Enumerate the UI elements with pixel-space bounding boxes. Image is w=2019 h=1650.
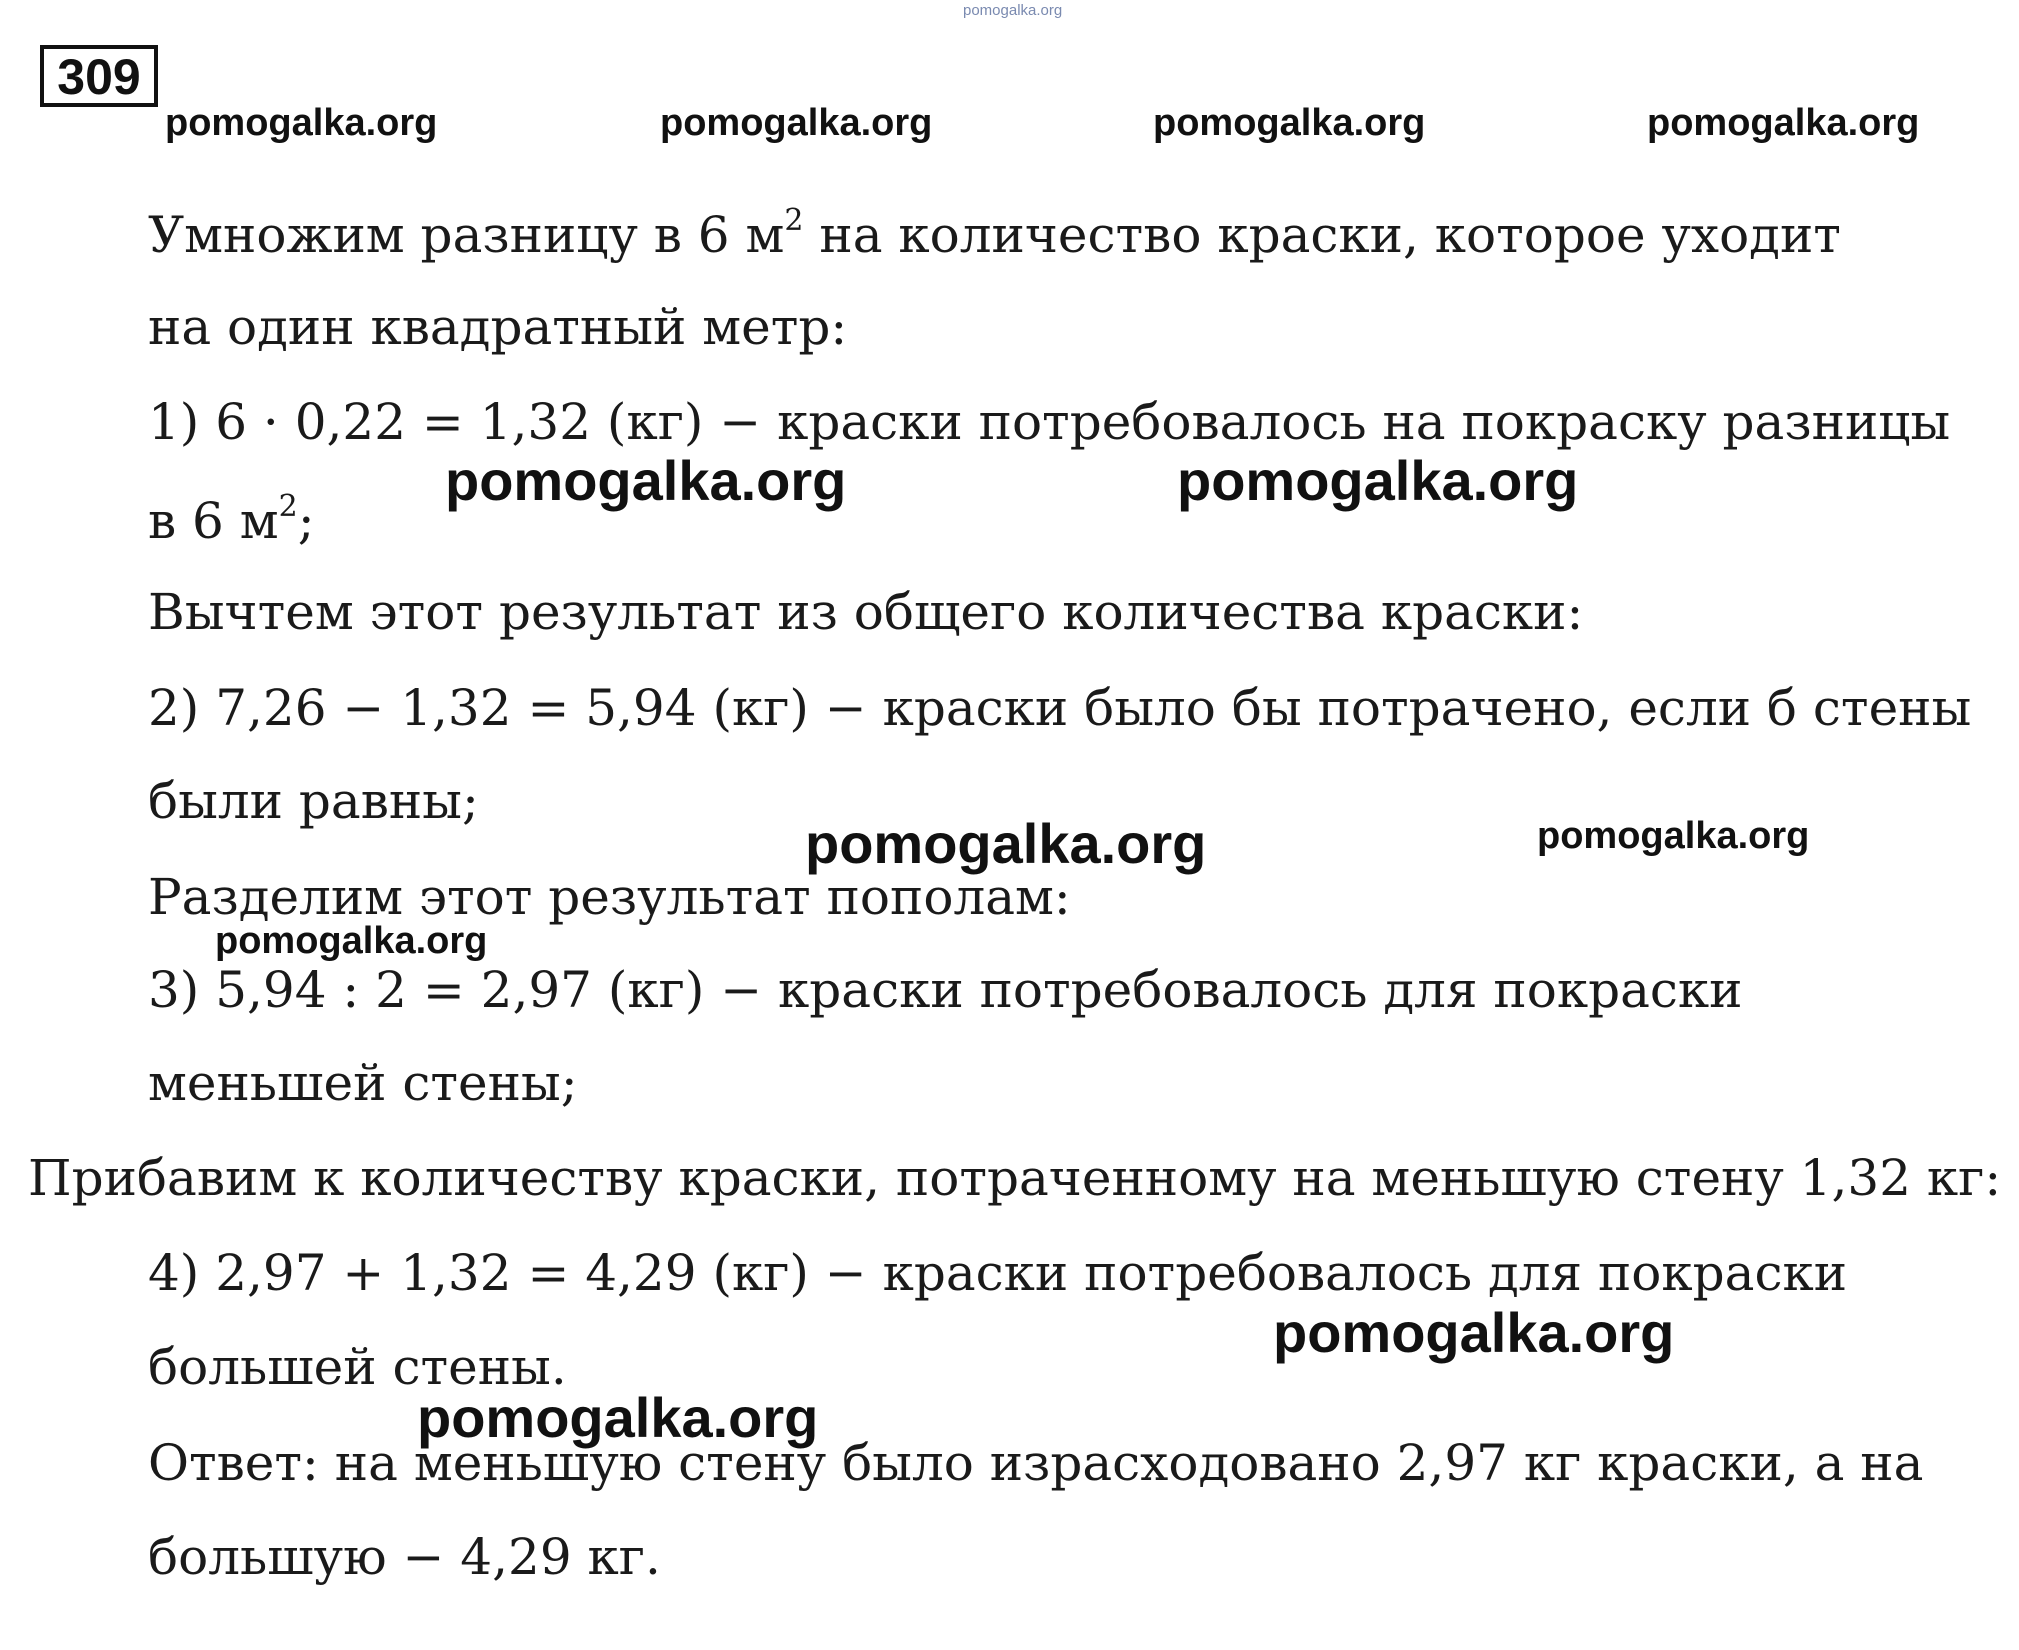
text-line: на один квадратный метр: — [148, 298, 848, 356]
overlay-watermark: pomogalka.org — [445, 449, 847, 512]
overlay-watermark: pomogalka.org — [1537, 815, 1810, 857]
header-watermark: pomogalka.org — [660, 102, 933, 144]
text-line: 2) 7,26 − 1,32 = 5,94 (кг) − краски было бы потрачено, если б стены — [148, 679, 1972, 737]
overlay-watermark: pomogalka.org — [215, 920, 488, 962]
text-line: большей стены. — [148, 1338, 567, 1396]
text-line: Ответ: на меньшую стену было израсходовано 2,97 кг краски, а на — [148, 1434, 1924, 1492]
overlay-watermark: pomogalka.org — [1273, 1301, 1675, 1364]
text-line: в 6 $м^2$; — [148, 489, 315, 550]
text-line: 3) 5,94 : 2 = 2,97 (кг) − краски потребовалось для покраски — [148, 961, 1743, 1019]
text-line: большую − 4,29 кг. — [148, 1528, 661, 1586]
overlay-watermark: pomogalka.org — [417, 1386, 819, 1449]
header-watermark: pomogalka.org — [1647, 102, 1920, 144]
text-line: 1) 6 · 0,22 = 1,32 (кг) − краски потребовалось на покраску разницы — [148, 393, 1951, 451]
header-watermark: pomogalka.org — [165, 102, 438, 144]
problem-number: 309 — [40, 45, 158, 107]
text-line: Вычтем этот результат из общего количества краски: — [148, 583, 1584, 641]
overlay-watermark: pomogalka.org — [805, 812, 1207, 875]
text-line: были равны; — [148, 772, 479, 830]
text-line: 4) 2,97 + 1,32 = 4,29 (кг) − краски потребовалось для покраски — [148, 1244, 1848, 1302]
text-line: Умножим разницу в 6 $м^2$ на количество краски, которое уходит — [148, 203, 1841, 264]
text-line: Разделим этот результат пополам: — [148, 868, 1071, 926]
top-watermark: pomogalka.org — [963, 2, 1063, 19]
overlay-watermark: pomogalka.org — [1177, 449, 1579, 512]
text-line: Прибавим к количеству краски, потраченному на меньшую стену 1,32 кг: — [28, 1149, 2002, 1207]
header-watermark: pomogalka.org — [1153, 102, 1426, 144]
text-line: меньшей стены; — [148, 1054, 578, 1112]
